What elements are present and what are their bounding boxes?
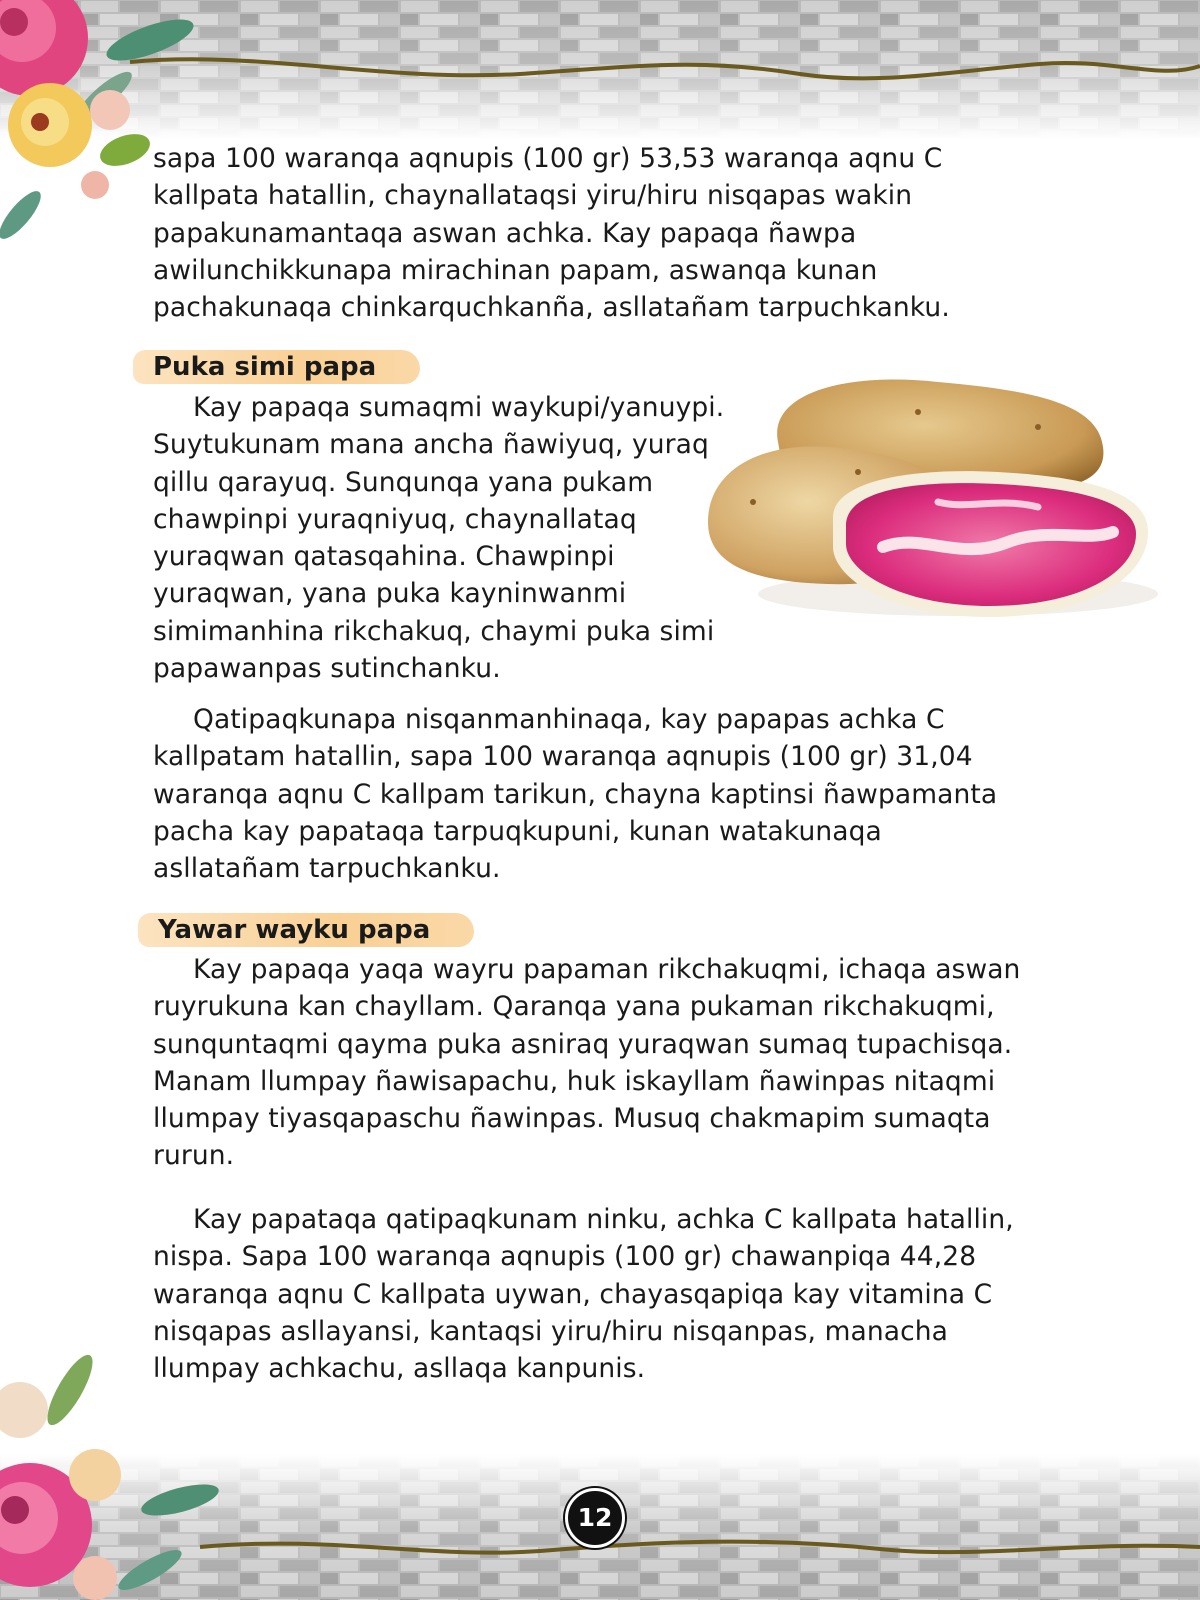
section-2-paragraph-a: Kay papaqa yaqa wayru papaman rikchakuqmi, ichaqa aswan ruyrukuna kan chayllam. Qaranqa yana pukaman rikchakuqmi, sunquntaqmi qayma puka asniraq yuraqwan sumaq tupachisqa. Manam llumpay ñawisapachu, huk iskayllam ñawinpas nitaqmi llumpay tiyasqapaschu ñawinpas. Musuq chakmapim sumaqta rurun. [153,954,1021,1172]
intro-paragraph-container [153,140,1033,326]
section-2-paragraph-a-container [153,951,1033,1175]
flower-decoration-bottom-left [0,1350,230,1600]
section-2-paragraph-b: Kay papataqa qatipaqkunam ninku, achka C kallpata hatallin, nispa. Sapa 100 waranqa aqnupis (100 gr) chawanpiqa 44,28 waranqa aqnu C kallpata uywan, chayasqapiqa kay vitamina C nisqapas asllayansi, kantaqsi yiru/hiru nisqanpas, manacha llumpay achkachu, asllaqa kanpunis. [153,1204,1014,1385]
section-heading-yawar-wayku-papa: Yawar wayku papa [138,913,474,947]
section-1-paragraph-b: Qatipaqkunapa nisqanmanhinaqa, kay papapas achka C kallpatam hatallin, sapa 100 waranqa aqnupis (100 gr) 31,04 waranqa aqnu C kallpam tarikun, chayna kaptinsi ñawpamanta pacha kay papataqa tarpuqkupuni, kunan watakunaqa asllatañam tarpuchkanku. [153,704,998,885]
intro-paragraph: sapa 100 waranqa aqnupis (100 gr) 53,53 waranqa aqnu C kallpata hatallin, chaynallataqsi yiru/hiru nisqapas wakin papakunamantaqa aswan achka. Kay papaqa ñawpa awilunchikkunapa mirachinan papam, aswanqa kunan pachakunaqa chinkarquchkanña, asllatañam tarpuchkanku. [153,143,950,324]
section-1-paragraph-a-container [153,389,758,687]
section-1-paragraph-a: Kay papaqa sumaqmi waykupi/yanuypi. Suytukunam mana ancha ñawiyuq, yuraq qillu qarayuq. Sunqunqa yana pukam chawpinpi yuraqniyuq, chaynallataq yuraqwan qatasqahina. Chawpinpi yuraqwan, yana puka kayninwanmi simimanhina rikchakuq, chaymi puka simi papawanpas sutinchanku. [153,392,725,685]
section-2-paragraph-b-container [153,1201,1033,1387]
section-heading-puka-simi-papa: Puka simi papa [133,350,420,384]
page-number: 12 [565,1488,625,1548]
potato-photo [708,372,1168,642]
section-1-paragraph-b-container [153,701,1033,887]
